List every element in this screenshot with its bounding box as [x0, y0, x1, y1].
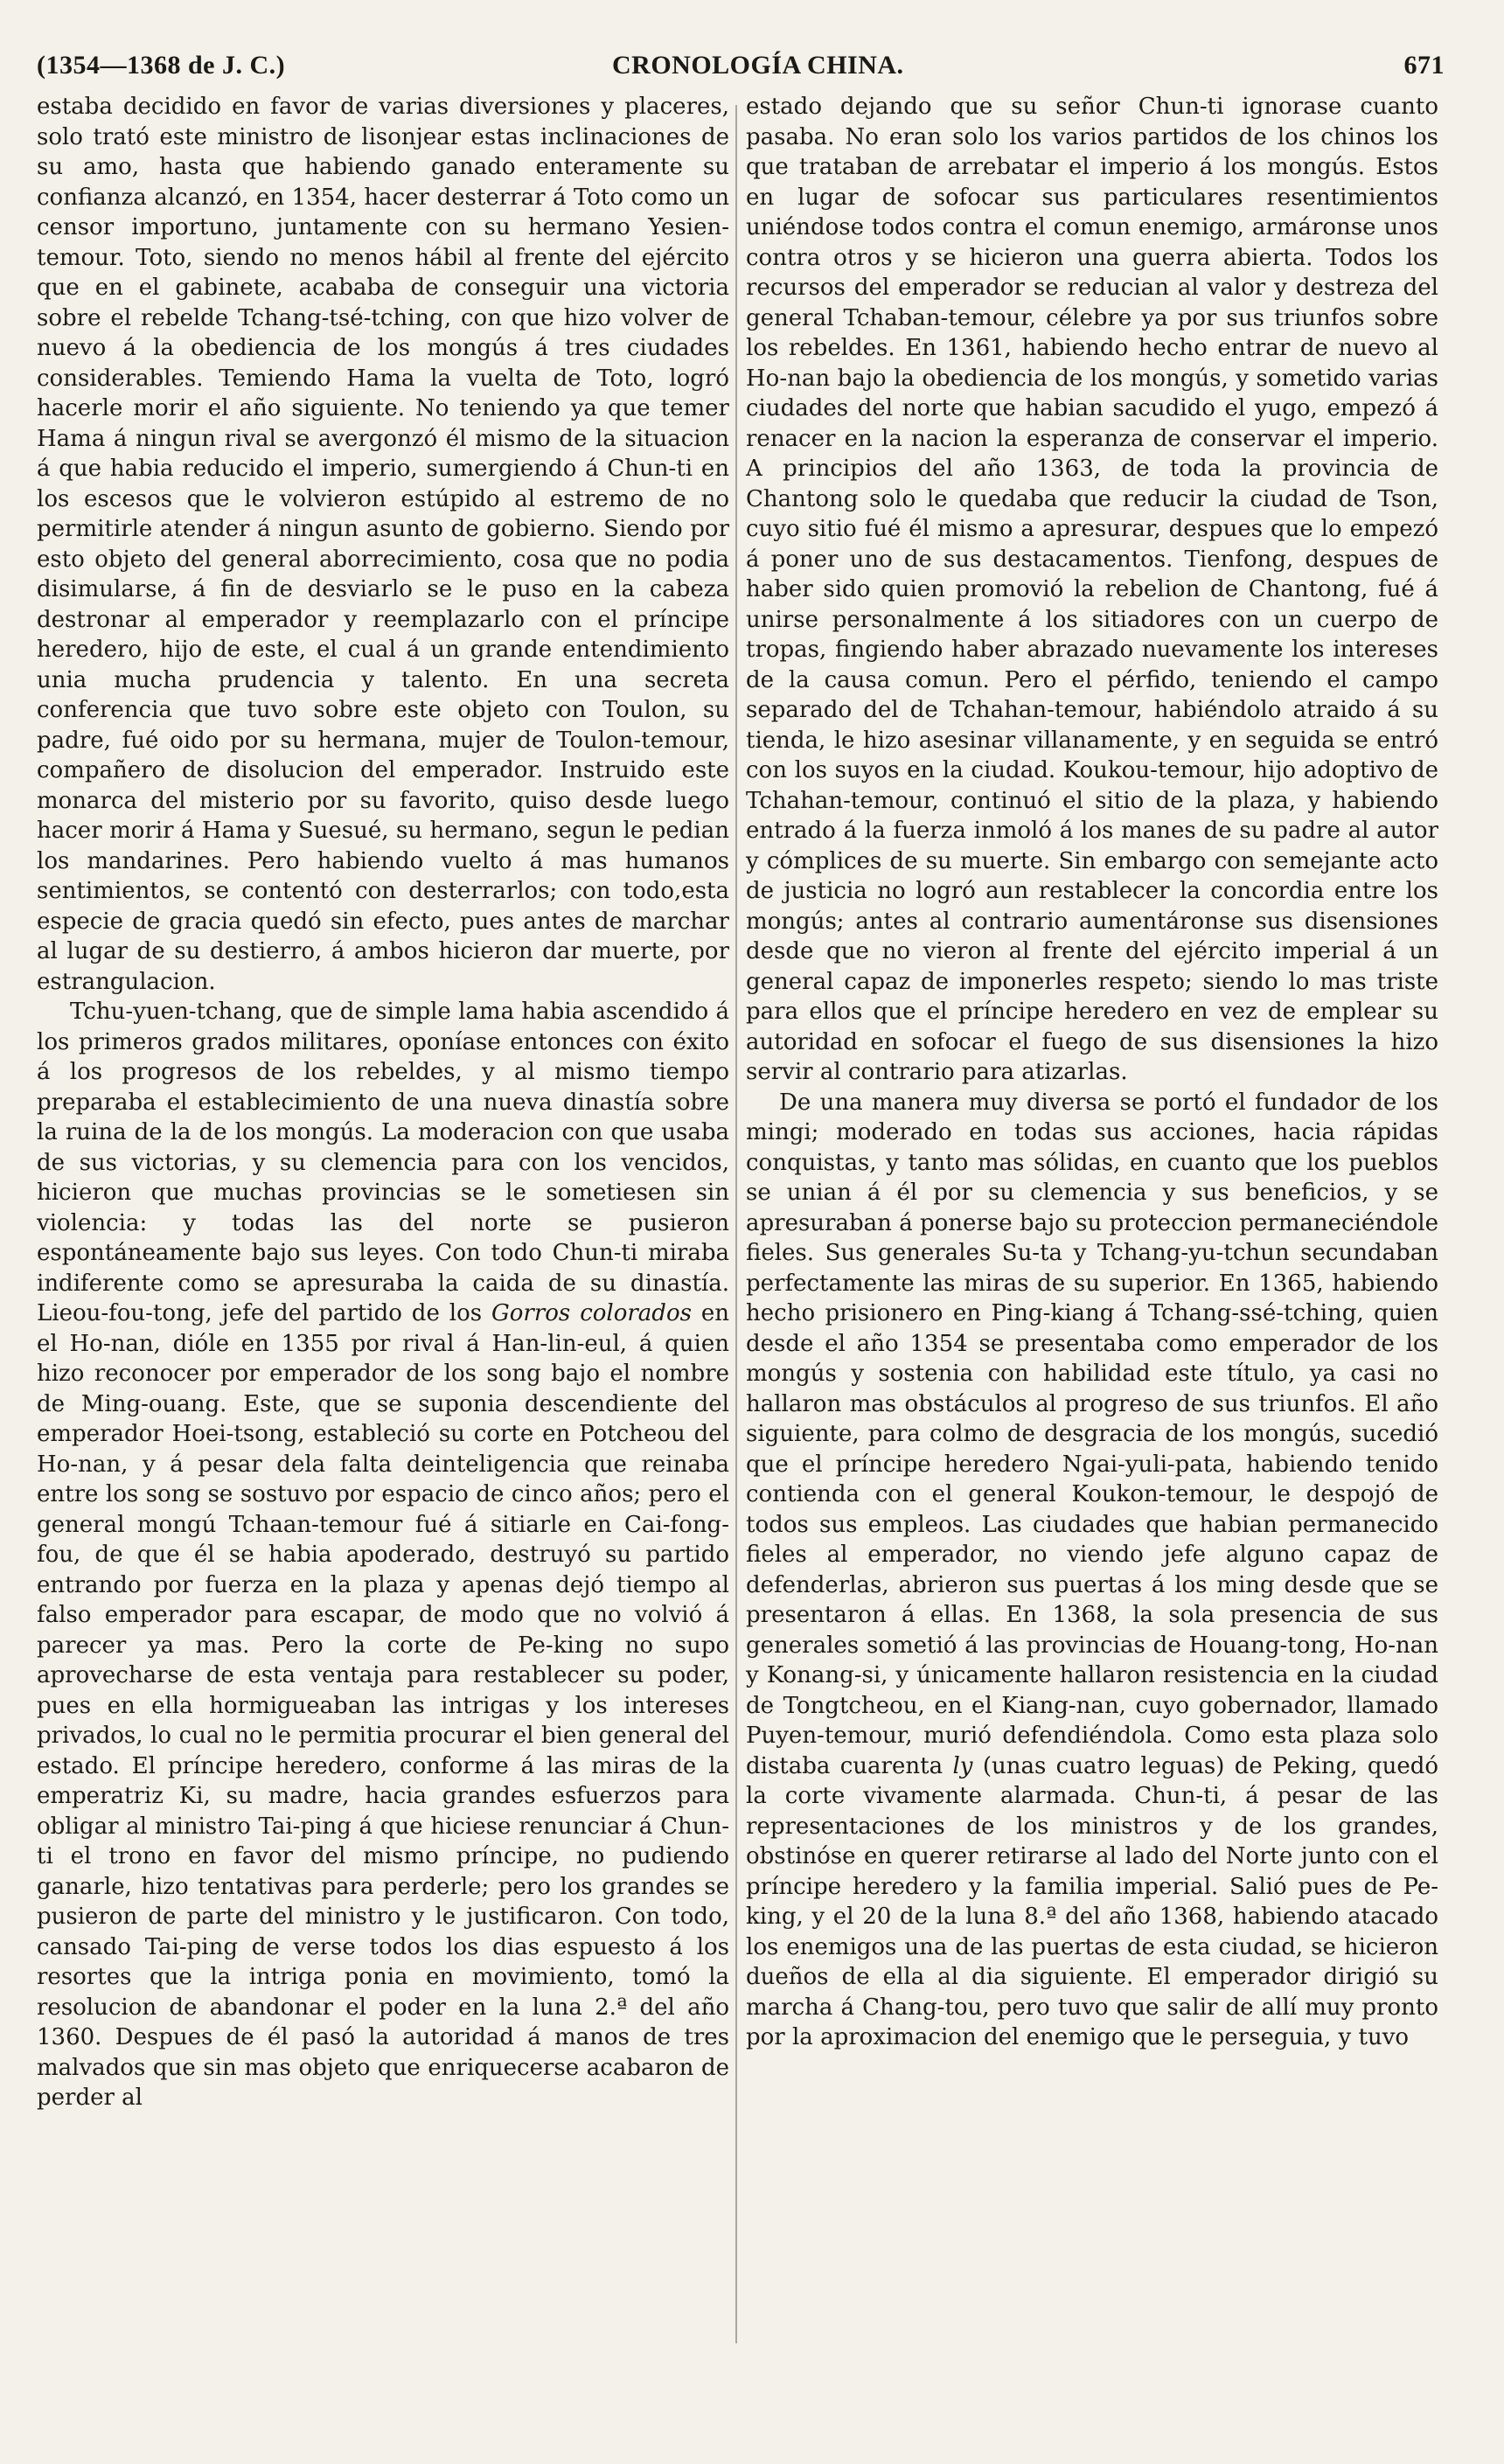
- paragraph-text: (unas cuatro leguas) de Peking, quedó la corte vivamente alarmada. Chun-ti, á pesar de las representaciones de los ministros y de los grandes, obstinóse en querer retirarse al lado del Norte junto con el príncipe heredero y la familia imperial. Salió pues de Pe-king, y el 20 de la luna 8.ª del año 1368, habiendo atacado los enemigos una de las puertas de esta ciudad, se hicieron dueños de ella al dia siguiente. El emperador dirigió su marcha á Chang-tou, pero tuvo que salir de allí muy pronto por la aproximacion del enemigo que le perseguia, y tuvo: [746, 1752, 1439, 2050]
- paragraph: estado dejando que su señor Chun-ti ignorase cuanto pasaba. No eran solo los varios partidos de los chinos los que trataban de arrebatar el imperio á los mongús. Estos en lugar de sofocar sus particulares resentimientos uniéndose todos contra el comun enemigo, armáronse unos contra otros y se hicieron una guerra abierta. Todos los recursos del emperador se reducian al valor y destreza del general Tchaban-temour, célebre ya por sus triunfos sobre los rebeldes. En 1361, habiendo hecho entrar de nuevo al Ho-nan bajo la obediencia de los mongús, y sometido varias ciudades del norte que habian sacudido el yugo, empezó á renacer en la nacion la esperanza de conservar el imperio. A principios del año 1363, de toda la provincia de Chantong solo le quedaba que reducir la ciudad de Tson, cuyo sitio fué él mismo a apresurar, despues que lo empezó á poner uno de sus destacamentos. Tienfong, despues de haber sido quien promovió la rebelion de Chantong, fué á unirse personalmente á los sitiadores con un cuerpo de tropas, fingiendo haber abrazado nuevamente los intereses de la causa comun. Pero el pérfido, teniendo el campo separado del de Tchahan-temour, habiéndolo atraido á su tienda, le hizo asesinar villanamente, y en seguida se entró con los suyos en la ciudad. Koukou-temour, hijo adoptivo de Tchahan-temour, continuó el sitio de la plaza, y habiendo entrado á la fuerza inmoló á los manes de su padre al autor y cómplices de su muerte. Sin embargo con semejante acto de justicia no logró aun restablecer la concordia entre los mongús; antes al contrario aumentáronse sus disensiones desde que no vieron al frente del ejército imperial á un general capaz de imponerles respeto; siendo lo mas triste para ellos que el príncipe heredero en vez de emplear su autoridad en sofocar el fuego de sus disensiones la hizo servir al contrario para atizarlas.: [746, 94, 1438, 1085]
- paragraph-text: Tchu-yuen-tchang, que de simple lama habia ascendido á los primeros grados militares, oponíase entonces con éxito á los progresos de los rebeldes, y al mismo tiempo preparaba el establecimiento de una nueva dinastía sobre la ruina de la de los mongús. La moderacion con que usaba de sus victorias, y su clemencia para con los vencidos, hicieron que muchas provincias se le sometiesen sin violencia: y todas las del norte se pusieron espontáneamente bajo sus leyes. Con todo Chun-ti miraba indiferente como se apresuraba la caida de su dinastía. Lieou-fou-tong, jefe del partido de los: [37, 999, 729, 1326]
- paragraph-text: De una manera muy diversa se portó el fundador de los mingi; moderado en todas sus acciones, hacia rápidas conquistas, y tanto mas sólidas, en cuanto que los pueblos se unian á él por su clemencia y sus beneficios, y se apresuraban á ponerse bajo su proteccion permaneciéndole fieles. Sus generales Su-ta y Tchang-yu-tchun secundaban perfectamente las miras de su superior. En 1365, habiendo hecho prisionero en Ping-kiang á Tchang-ssé-tching, quien desde el año 1354 se presentaba como emperador de los mongús y sostenia con habilidad este título, ya casi no hallaron mas obstáculos al progreso de sus triunfos. El año siguiente, para colmo de desgracia de los mongús, sucedió que el príncipe heredero Ngai-yuli-pata, habiendo tenido contienda con el general Koukon-temour, le despojó de todos sus empleos. Las ciudades que habian permanecido fieles al emperador, no viendo jefe alguno capaz de defenderlas, abrieron sus puertas á los ming desde que se presentaron á ellas. En 1368, la sola presencia de sus generales sometió á las provincias de Houang-tong, Ho-nan y Konang-si, y únicamente hallaron resistencia en la ciudad de Tongtcheou, en el Kiang-nan, cuyo gobernador, llamado Puyen-temour, murió defendiéndola. Como esta plaza solo distaba cuarenta: [746, 1089, 1438, 1779]
- italic-term: Gorros colorados: [491, 1300, 692, 1326]
- text-column-left: [37, 92, 729, 2113]
- paragraph: [746, 1088, 1438, 2053]
- text-column-right: [746, 92, 1438, 2053]
- italic-term: ly: [952, 1752, 973, 1779]
- paragraph-text: en el Ho-nan, dióle en 1355 por rival á Han-lin-eul, á quien hizo reconocer por emperador de los song bajo el nombre de Ming-ouang. Este, que se suponia descendiente del emperador Hoei-tsong, estableció su corte en Potcheou del Ho-nan, y á pesar dela falta deinteligencia que reinaba entre los song se sostuvo por espacio de cinco años; pero el general mongú Tchaan-temour fué á sitiarle en Cai-fong-fou, de que él se habia apoderado, destruyó su partido entrando por fuerza en la plaza y apenas dejó tiempo al falso emperador para escapar, de modo que no volvió á parecer ya mas. Pero la corte de Pe-king no supo aprovecharse de esta ventaja para restablecer su poder, pues en ella hormigueaban las intrigas y los intereses privados, lo cual no le permitia procurar el bien general del estado. El príncipe heredero, conforme á las miras de la emperatriz Ki, su madre, hacia grandes esfuerzos para obligar al ministro Tai-ping á que hiciese renunciar á Chun-ti el trono en favor del mismo príncipe, no pudiendo ganarle, hizo tentativas para perderle; pero los grandes se pusieron de parte del ministro y le justificaron. Con todo, cansado Tai-ping de verse todos los dias espuesto á los resortes que la intriga ponia en movimiento, tomó la resolucion de abandonar el poder en la luna 2.ª del año 1360. Despues de él pasó la autoridad á manos de tres malvados que sin mas objeto que enriquecerse acabaron de perder al: [37, 1300, 730, 2111]
- column-divider: [735, 105, 737, 2343]
- page-number: 671: [1403, 51, 1445, 80]
- header-date-range: (1354—1368 de J. C.): [37, 51, 286, 80]
- paragraph: [37, 997, 729, 2113]
- running-header: [37, 51, 1445, 94]
- paragraph: estaba decidido en favor de varias diversiones y placeres, solo trató este ministro de lisonjear estas inclinaciones de su amo, hasta que habiendo ganado enteramente su confianza alcanzó, en 1354, hacer desterrar á Toto como un censor importuno, juntamente con su hermano Yesien-temour. Toto, siendo no menos hábil al frente del ejército que en el gabinete, acababa de conseguir una victoria sobre el rebelde Tchang-tsé-tching, con que hizo volver de nuevo á la obediencia de los mongús á tres ciudades considerables. Temiendo Hama la vuelta de Toto, logró hacerle morir el año siguiente. No teniendo ya que temer Hama á ningun rival se avergonzó él mismo de la situacion á que habia reducido el imperio, sumergiendo á Chun-ti en los escesos que le volvieron estúpido al estremo de no permitirle atender á ningun asunto de gobierno. Siendo por esto objeto del general aborrecimiento, cosa que no podia disimularse, á fin de desviarlo se le puso en la cabeza destronar al emperador y reemplazarlo con el príncipe heredero, hijo de este, el cual á un grande entendimiento unia mucha prudencia y talento. En una secreta conferencia que tuvo sobre este objeto con Toulon, su padre, fué oido por su hermana, mujer de Toulon-temour, compañero de disolucion del emperador. Instruido este monarca del misterio por su favorito, quiso desde luego hacer morir á Hama y Suesué, su hermano, segun le pedian los mandarines. Pero habiendo vuelto á mas humanos sentimientos, se contentó con desterrarlos; con todo,esta especie de gracia quedó sin efecto, pues antes de marchar al lugar de su destierro, á ambos hicieron dar muerte, por estrangulacion.: [37, 94, 729, 995]
- header-title: CRONOLOGÍA CHINA.: [612, 51, 904, 80]
